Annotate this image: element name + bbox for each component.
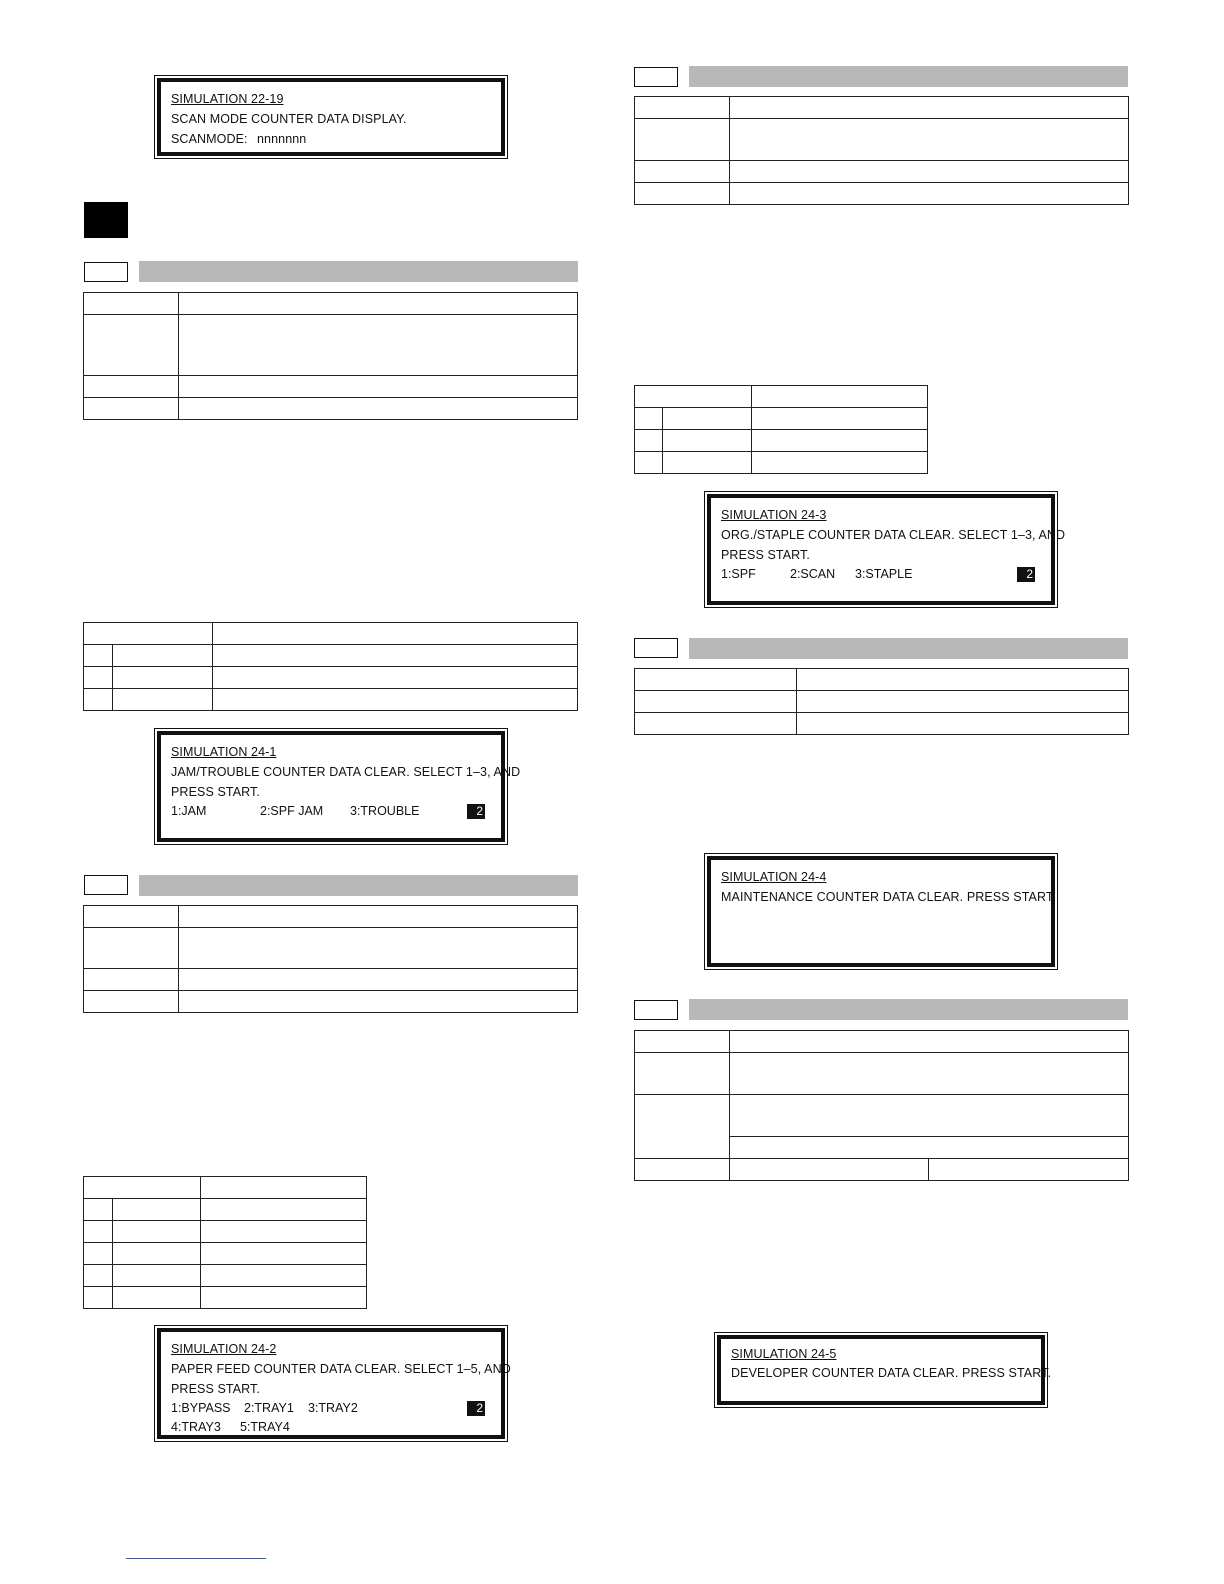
section-header-bar <box>139 875 578 896</box>
sim-24-3-value: 2 <box>1017 567 1035 582</box>
sim-24-1-option-3: 3:TROUBLE <box>350 804 420 818</box>
item-table <box>83 622 578 711</box>
section-header-bar <box>689 66 1128 87</box>
sim-24-5-panel <box>717 1335 1052 1405</box>
section-number-box <box>84 875 128 895</box>
sim-24-2-value: 2 <box>467 1401 485 1416</box>
sim-24-2-option-4: 4:TRAY3 <box>171 1420 221 1434</box>
sim-24-1-panel <box>157 731 521 842</box>
sim-24-3-option-3: 3:STAPLE <box>855 567 913 581</box>
sim-24-3-panel <box>707 494 1066 605</box>
sim-24-2-option-1: 1:BYPASS <box>171 1401 231 1415</box>
sim-24-2-option-3: 3:TRAY2 <box>308 1401 358 1415</box>
sim-24-3-option-1: 1:SPF <box>721 567 756 581</box>
sim-22-19-panel <box>157 78 505 156</box>
sim-24-2-option-2: 2:TRAY1 <box>244 1401 294 1415</box>
sim-24-1-option-1: 1:JAM <box>171 804 207 818</box>
sim-24-5-title: SIMULATION 24-5 <box>731 1347 837 1361</box>
section-number-box <box>634 638 678 658</box>
sim-22-19-label: SCANMODE: <box>171 132 248 146</box>
sim-24-3-option-2: 2:SCAN <box>790 567 836 581</box>
sim-24-3-title: SIMULATION 24-3 <box>721 508 827 522</box>
sim-24-4-title: SIMULATION 24-4 <box>721 870 827 884</box>
section-number-box <box>84 262 128 282</box>
sim-24-2-option-5: 5:TRAY4 <box>240 1420 290 1434</box>
sim-24-2-line1: PAPER FEED COUNTER DATA CLEAR. SELECT 1–5, AND <box>171 1362 511 1376</box>
chapter-tab <box>84 202 128 238</box>
sim-info-table <box>634 1030 1129 1181</box>
sim-24-3-line1: ORG./STAPLE COUNTER DATA CLEAR. SELECT 1–3, AND <box>721 528 1066 542</box>
sim-info-table <box>634 668 1129 735</box>
sim-24-1-line2: PRESS START. <box>171 785 260 799</box>
sim-24-3-line2: PRESS START. <box>721 548 810 562</box>
sim-24-4-panel <box>707 856 1055 967</box>
sim-22-19-line1: SCAN MODE COUNTER DATA DISPLAY. <box>171 112 407 126</box>
footer-link-underline[interactable] <box>126 1558 266 1559</box>
sim-info-table <box>634 96 1129 205</box>
sim-22-19-value: nnnnnnn <box>257 132 307 146</box>
sim-24-2-line2: PRESS START. <box>171 1382 260 1396</box>
item-table <box>634 385 928 474</box>
sim-24-2-title: SIMULATION 24-2 <box>171 1342 277 1356</box>
sim-24-1-line1: JAM/TROUBLE COUNTER DATA CLEAR. SELECT 1–3, AND <box>171 765 521 779</box>
section-number-box <box>634 1000 678 1020</box>
sim-24-5-line1: DEVELOPER COUNTER DATA CLEAR. PRESS START. <box>731 1366 1052 1380</box>
sim-24-2-panel <box>157 1328 511 1439</box>
section-header-bar <box>139 261 578 282</box>
sim-22-19-title: SIMULATION 22-19 <box>171 92 284 106</box>
sim-24-1-value: 2 <box>467 804 485 819</box>
sim-24-4-line1: MAINTENANCE COUNTER DATA CLEAR. PRESS START. <box>721 890 1056 904</box>
item-table <box>83 1176 367 1309</box>
sim-24-1-option-2: 2:SPF JAM <box>260 804 324 818</box>
sim-info-table <box>83 292 578 420</box>
section-header-bar <box>689 999 1128 1020</box>
section-header-bar <box>689 638 1128 659</box>
sim-info-table <box>83 905 578 1013</box>
sim-24-1-title: SIMULATION 24-1 <box>171 745 277 759</box>
section-number-box <box>634 67 678 87</box>
